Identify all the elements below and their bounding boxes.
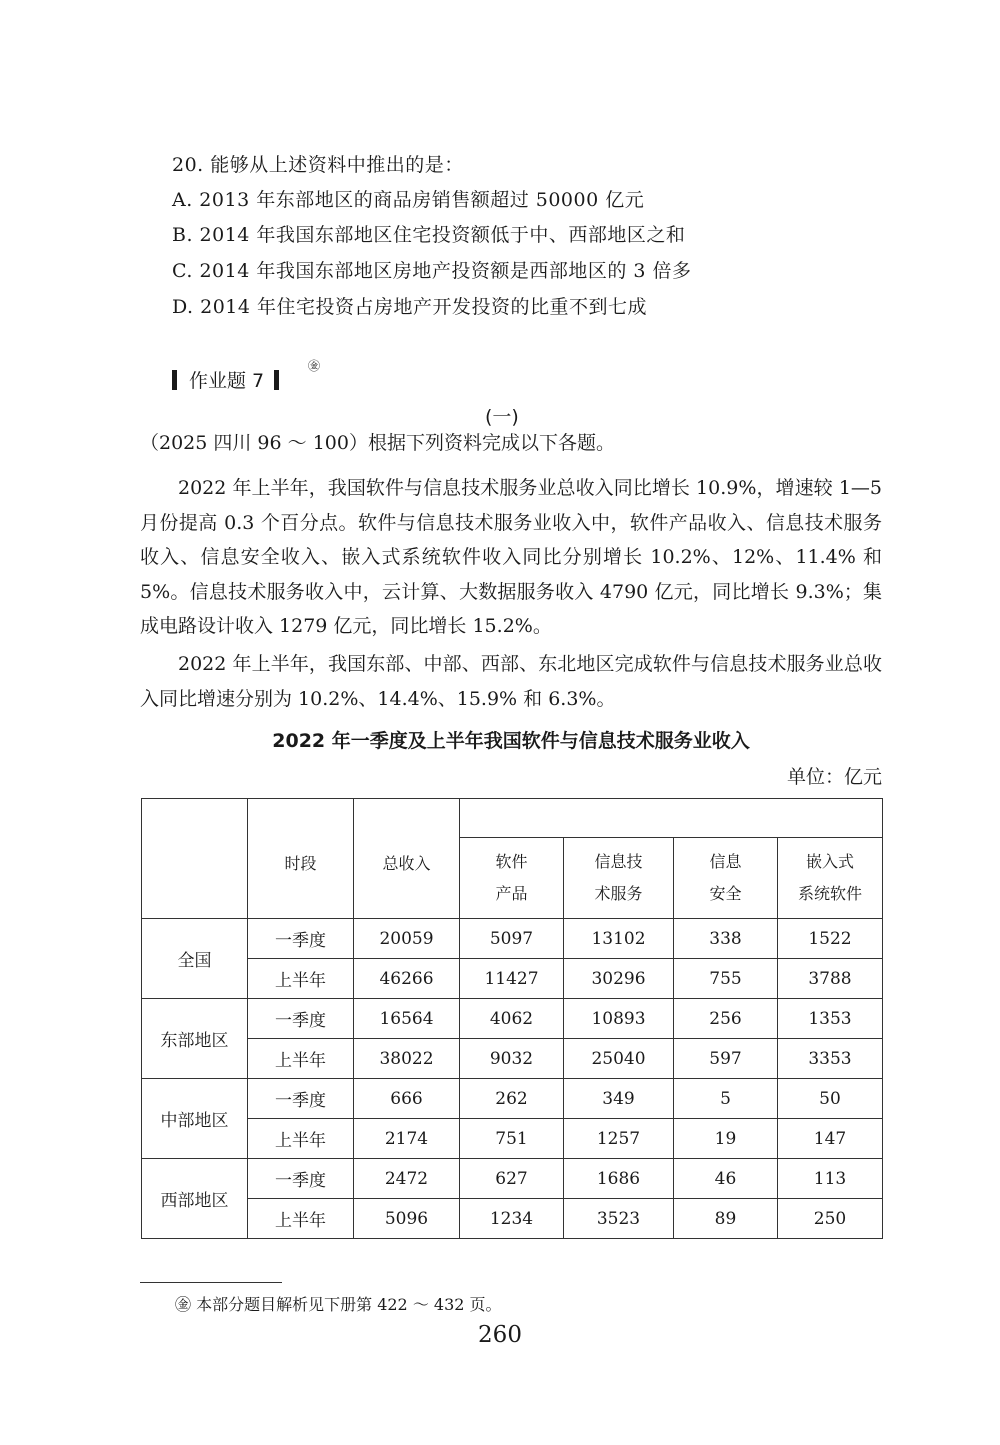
value-cell: 338	[674, 919, 778, 959]
value-cell: 38022	[354, 1039, 460, 1079]
value-cell: 11427	[460, 959, 564, 999]
value-cell: 3788	[778, 959, 883, 999]
header-period: 时段	[248, 799, 354, 919]
region-cell: 东部地区	[142, 999, 248, 1079]
value-cell: 46	[674, 1159, 778, 1199]
table-row	[142, 959, 883, 999]
table-row	[142, 1199, 883, 1239]
value-cell: 20059	[354, 919, 460, 959]
header-embedded: 嵌入式 系统软件	[778, 838, 883, 919]
value-cell: 666	[354, 1079, 460, 1119]
value-cell: 755	[674, 959, 778, 999]
value-cell: 5	[674, 1079, 778, 1119]
heading-bar-right	[274, 370, 279, 390]
value-cell: 1257	[564, 1119, 674, 1159]
paragraph-1: 2022 年上半年，我国软件与信息技术服务业总收入同比增长 10.9%，增速较 1—5 月份提高 0.3 个百分点。软件与信息技术服务业收入中，软件产品收入、信息技术服务收入、信息安全收入、嵌入式系统软件收入同比分别增长 10.2%、12%、11.4% 和 5%。信息技术服务收入中，云计算、大数据服务收入 4790 亿元，同比增长 9.3%；集成电路设计收入 1279 亿元，同比增长 15.2%。	[140, 477, 882, 637]
period-cell: 上半年	[248, 1039, 354, 1079]
value-cell: 1353	[778, 999, 883, 1039]
page-number: 260	[478, 1322, 522, 1348]
table-row	[142, 1159, 883, 1199]
option-a: A. 2013 年东部地区的商品房销售额超过 50000 亿元	[172, 189, 645, 211]
value-cell: 2472	[354, 1159, 460, 1199]
option-c: C. 2014 年我国东部地区房地产投资额是西部地区的 3 倍多	[172, 260, 692, 282]
value-cell: 13102	[564, 919, 674, 959]
corner-cell	[142, 799, 248, 919]
value-cell: 9032	[460, 1039, 564, 1079]
value-cell: 2174	[354, 1119, 460, 1159]
value-cell: 89	[674, 1199, 778, 1239]
section-heading	[172, 366, 279, 393]
value-cell: 751	[460, 1119, 564, 1159]
period-cell: 一季度	[248, 999, 354, 1039]
period-cell: 一季度	[248, 1079, 354, 1119]
table-row	[142, 919, 883, 959]
table-row	[142, 1039, 883, 1079]
value-cell: 10893	[564, 999, 674, 1039]
option-b: B. 2014 年我国东部地区住宅投资额低于中、西部地区之和	[172, 224, 686, 246]
value-cell: 3353	[778, 1039, 883, 1079]
value-cell: 597	[674, 1039, 778, 1079]
section-subtitle: (一)	[485, 406, 519, 428]
value-cell: 5097	[460, 919, 564, 959]
value-cell: 147	[778, 1119, 883, 1159]
value-cell: 50	[778, 1079, 883, 1119]
header-group-cell	[460, 799, 883, 838]
value-cell: 113	[778, 1159, 883, 1199]
value-cell: 256	[674, 999, 778, 1039]
header-it-service: 信息技 术服务	[564, 838, 674, 919]
paragraph-2: 2022 年上半年，我国东部、中部、西部、东北地区完成软件与信息技术服务业总收入同比增速分别为 10.2%、14.4%、15.9% 和 6.3%。	[140, 653, 882, 710]
footnote	[175, 1292, 502, 1315]
section-heading-text: 作业题 7	[189, 370, 265, 392]
value-cell: 3523	[564, 1199, 674, 1239]
period-cell: 上半年	[248, 1119, 354, 1159]
period-cell: 上半年	[248, 959, 354, 999]
region-cell: 中部地区	[142, 1079, 248, 1159]
value-cell: 46266	[354, 959, 460, 999]
period-cell: 一季度	[248, 1159, 354, 1199]
table-row	[142, 1079, 883, 1119]
revenue-table	[141, 798, 883, 1239]
question-title: 20. 能够从上述资料中推出的是：	[172, 154, 464, 176]
period-cell: 一季度	[248, 919, 354, 959]
option-d: D. 2014 年住宅投资占房地产开发投资的比重不到七成	[172, 296, 648, 318]
value-cell: 4062	[460, 999, 564, 1039]
footnote-text: 本部分题目解析见下册第 422 ～ 432 页。	[196, 1295, 502, 1314]
heading-bar-left	[172, 370, 177, 390]
value-cell: 25040	[564, 1039, 674, 1079]
header-software: 软件 产品	[460, 838, 564, 919]
region-cell: 全国	[142, 919, 248, 999]
intro-paragraph: （2025 四川 96 ～ 100）根据下列资料完成以下各题。	[140, 432, 615, 454]
table-header-row	[142, 799, 883, 838]
footnote-ref-icon: ㊎	[308, 359, 321, 373]
table-row	[142, 1119, 883, 1159]
value-cell: 5096	[354, 1199, 460, 1239]
value-cell: 250	[778, 1199, 883, 1239]
header-security: 信息 安全	[674, 838, 778, 919]
value-cell: 16564	[354, 999, 460, 1039]
header-total: 总收入	[354, 799, 460, 919]
value-cell: 349	[564, 1079, 674, 1119]
period-cell: 上半年	[248, 1199, 354, 1239]
value-cell: 1522	[778, 919, 883, 959]
footnote-mark-icon: ㊎	[175, 1295, 192, 1314]
value-cell: 30296	[564, 959, 674, 999]
value-cell: 627	[460, 1159, 564, 1199]
footnote-divider	[140, 1282, 282, 1283]
value-cell: 1234	[460, 1199, 564, 1239]
table-title: 2022 年一季度及上半年我国软件与信息技术服务业收入	[272, 730, 750, 752]
value-cell: 1686	[564, 1159, 674, 1199]
value-cell: 262	[460, 1079, 564, 1119]
table-unit: 单位：亿元	[786, 766, 882, 788]
region-cell: 西部地区	[142, 1159, 248, 1239]
value-cell: 19	[674, 1119, 778, 1159]
table-row	[142, 999, 883, 1039]
